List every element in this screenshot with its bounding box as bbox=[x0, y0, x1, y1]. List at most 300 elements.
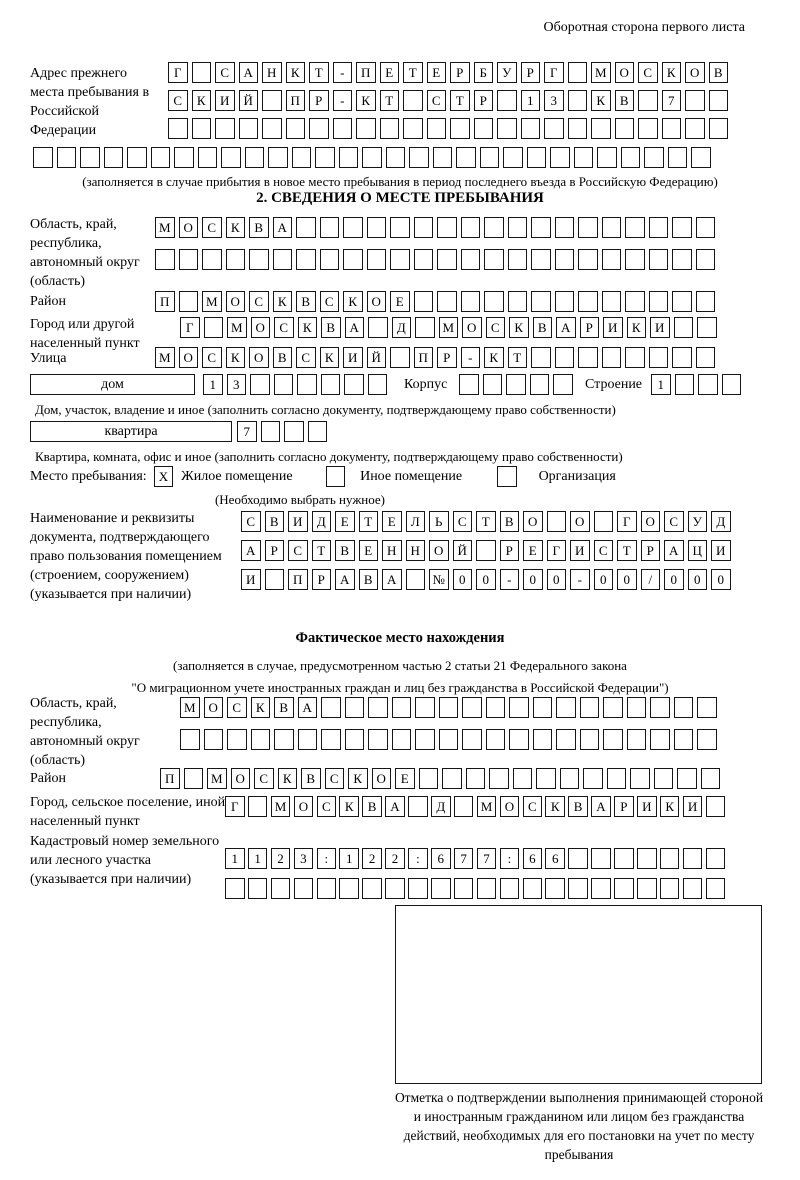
char-box[interactable] bbox=[385, 878, 405, 899]
char-box[interactable]: Р bbox=[437, 347, 457, 368]
char-box[interactable] bbox=[696, 347, 716, 368]
char-box[interactable]: 6 bbox=[523, 848, 543, 869]
char-box[interactable] bbox=[513, 768, 533, 789]
char-box[interactable] bbox=[580, 729, 600, 750]
char-box[interactable]: Й bbox=[239, 90, 259, 111]
char-box[interactable]: О bbox=[641, 511, 661, 532]
char-box[interactable] bbox=[345, 697, 365, 718]
char-box[interactable] bbox=[578, 249, 598, 270]
char-box[interactable] bbox=[408, 796, 428, 817]
char-box[interactable] bbox=[251, 729, 271, 750]
char-box[interactable]: К bbox=[286, 62, 306, 83]
char-box[interactable] bbox=[550, 147, 570, 168]
char-box[interactable]: - bbox=[461, 347, 481, 368]
char-box[interactable]: К bbox=[591, 90, 611, 111]
char-box[interactable]: / bbox=[641, 569, 661, 590]
char-box[interactable] bbox=[261, 421, 281, 442]
char-box[interactable]: 7 bbox=[454, 848, 474, 869]
char-box[interactable]: Т bbox=[309, 62, 329, 83]
char-box[interactable] bbox=[180, 729, 200, 750]
char-box[interactable] bbox=[685, 118, 705, 139]
char-box[interactable]: С bbox=[664, 511, 684, 532]
char-box[interactable]: В bbox=[533, 317, 553, 338]
char-box[interactable]: К bbox=[226, 217, 246, 238]
char-box[interactable]: Л bbox=[406, 511, 426, 532]
char-box[interactable]: 0 bbox=[617, 569, 637, 590]
char-box[interactable] bbox=[591, 848, 611, 869]
char-box[interactable] bbox=[625, 217, 645, 238]
char-box[interactable] bbox=[555, 291, 575, 312]
char-box[interactable] bbox=[625, 249, 645, 270]
char-box[interactable] bbox=[697, 317, 717, 338]
char-box[interactable]: 1 bbox=[248, 848, 268, 869]
char-box[interactable]: И bbox=[215, 90, 235, 111]
char-box[interactable]: 1 bbox=[203, 374, 223, 395]
char-box[interactable] bbox=[367, 217, 387, 238]
char-box[interactable] bbox=[483, 374, 503, 395]
char-box[interactable] bbox=[33, 147, 53, 168]
char-box[interactable] bbox=[508, 291, 528, 312]
char-box[interactable]: В bbox=[296, 291, 316, 312]
char-box[interactable] bbox=[367, 249, 387, 270]
char-box[interactable] bbox=[603, 729, 623, 750]
char-box[interactable]: 0 bbox=[547, 569, 567, 590]
char-box[interactable]: М bbox=[227, 317, 247, 338]
char-box[interactable]: Р bbox=[641, 540, 661, 561]
char-box[interactable] bbox=[533, 729, 553, 750]
char-box[interactable]: Г bbox=[547, 540, 567, 561]
char-box[interactable] bbox=[442, 768, 462, 789]
char-box[interactable] bbox=[591, 878, 611, 899]
char-box[interactable] bbox=[674, 697, 694, 718]
char-box[interactable] bbox=[706, 848, 726, 869]
char-box[interactable]: И bbox=[637, 796, 657, 817]
char-box[interactable]: Д bbox=[431, 796, 451, 817]
char-box[interactable] bbox=[339, 147, 359, 168]
char-box[interactable] bbox=[248, 878, 268, 899]
char-box[interactable]: С bbox=[325, 768, 345, 789]
char-box[interactable] bbox=[414, 217, 434, 238]
char-box[interactable]: И bbox=[343, 347, 363, 368]
char-box[interactable] bbox=[174, 147, 194, 168]
stay-type-checkbox-other-premises[interactable] bbox=[326, 466, 346, 487]
char-box[interactable]: Р bbox=[580, 317, 600, 338]
char-box[interactable]: М bbox=[207, 768, 227, 789]
char-box[interactable]: А bbox=[385, 796, 405, 817]
char-box[interactable]: К bbox=[484, 347, 504, 368]
char-box[interactable]: О bbox=[570, 511, 590, 532]
char-box[interactable]: О bbox=[615, 62, 635, 83]
char-box[interactable]: А bbox=[239, 62, 259, 83]
char-box[interactable]: В bbox=[335, 540, 355, 561]
char-box[interactable] bbox=[225, 878, 245, 899]
char-box[interactable]: А bbox=[241, 540, 261, 561]
char-box[interactable] bbox=[368, 317, 388, 338]
char-box[interactable]: В bbox=[265, 511, 285, 532]
char-box[interactable] bbox=[286, 118, 306, 139]
char-box[interactable] bbox=[602, 291, 622, 312]
char-box[interactable]: 3 bbox=[227, 374, 247, 395]
char-box[interactable]: С bbox=[202, 217, 222, 238]
char-box[interactable] bbox=[706, 796, 726, 817]
char-box[interactable] bbox=[296, 249, 316, 270]
char-box[interactable] bbox=[547, 511, 567, 532]
char-box[interactable] bbox=[454, 878, 474, 899]
char-box[interactable] bbox=[649, 347, 669, 368]
char-box[interactable]: С bbox=[202, 347, 222, 368]
char-box[interactable]: 2 bbox=[271, 848, 291, 869]
char-box[interactable] bbox=[697, 697, 717, 718]
char-box[interactable] bbox=[227, 729, 247, 750]
char-box[interactable] bbox=[683, 848, 703, 869]
char-box[interactable] bbox=[320, 249, 340, 270]
char-box[interactable] bbox=[555, 249, 575, 270]
char-box[interactable] bbox=[521, 118, 541, 139]
char-box[interactable] bbox=[523, 878, 543, 899]
char-box[interactable] bbox=[672, 217, 692, 238]
char-box[interactable] bbox=[701, 768, 721, 789]
char-box[interactable] bbox=[677, 768, 697, 789]
char-box[interactable] bbox=[215, 118, 235, 139]
char-box[interactable] bbox=[672, 249, 692, 270]
char-box[interactable]: А bbox=[298, 697, 318, 718]
char-box[interactable]: 0 bbox=[594, 569, 614, 590]
char-box[interactable] bbox=[250, 374, 270, 395]
char-box[interactable] bbox=[696, 217, 716, 238]
char-box[interactable]: С bbox=[227, 697, 247, 718]
char-box[interactable] bbox=[184, 768, 204, 789]
char-box[interactable] bbox=[408, 878, 428, 899]
char-box[interactable] bbox=[437, 217, 457, 238]
char-box[interactable] bbox=[168, 118, 188, 139]
char-box[interactable] bbox=[489, 768, 509, 789]
char-box[interactable]: Й bbox=[367, 347, 387, 368]
char-box[interactable] bbox=[527, 147, 547, 168]
char-box[interactable] bbox=[427, 118, 447, 139]
char-box[interactable]: Р bbox=[500, 540, 520, 561]
char-box[interactable] bbox=[419, 768, 439, 789]
char-box[interactable] bbox=[497, 118, 517, 139]
char-box[interactable]: 0 bbox=[688, 569, 708, 590]
char-box[interactable]: К bbox=[273, 291, 293, 312]
char-box[interactable]: 2 bbox=[362, 848, 382, 869]
char-box[interactable]: Е bbox=[335, 511, 355, 532]
char-box[interactable] bbox=[284, 421, 304, 442]
char-box[interactable] bbox=[437, 291, 457, 312]
char-box[interactable] bbox=[104, 147, 124, 168]
char-box[interactable]: 1 bbox=[521, 90, 541, 111]
char-box[interactable]: - bbox=[333, 90, 353, 111]
char-box[interactable]: А bbox=[664, 540, 684, 561]
stay-type-checkbox-organization[interactable] bbox=[497, 466, 517, 487]
char-box[interactable]: С bbox=[427, 90, 447, 111]
char-box[interactable] bbox=[660, 878, 680, 899]
char-box[interactable]: Н bbox=[262, 62, 282, 83]
char-box[interactable] bbox=[321, 697, 341, 718]
char-box[interactable] bbox=[500, 878, 520, 899]
char-box[interactable] bbox=[204, 317, 224, 338]
char-box[interactable]: С bbox=[168, 90, 188, 111]
char-box[interactable] bbox=[392, 729, 412, 750]
char-box[interactable] bbox=[477, 878, 497, 899]
char-box[interactable]: Е bbox=[427, 62, 447, 83]
char-box[interactable]: Б bbox=[474, 62, 494, 83]
char-box[interactable] bbox=[674, 317, 694, 338]
char-box[interactable]: О bbox=[226, 291, 246, 312]
char-box[interactable]: Т bbox=[380, 90, 400, 111]
char-box[interactable]: 1 bbox=[225, 848, 245, 869]
char-box[interactable] bbox=[151, 147, 171, 168]
char-box[interactable]: - bbox=[333, 62, 353, 83]
char-box[interactable] bbox=[226, 249, 246, 270]
char-box[interactable] bbox=[683, 878, 703, 899]
char-box[interactable]: К bbox=[320, 347, 340, 368]
char-box[interactable] bbox=[698, 374, 718, 395]
char-box[interactable] bbox=[484, 291, 504, 312]
char-box[interactable] bbox=[553, 374, 573, 395]
char-box[interactable]: М bbox=[477, 796, 497, 817]
char-box[interactable]: О bbox=[231, 768, 251, 789]
char-box[interactable] bbox=[696, 291, 716, 312]
char-box[interactable]: Т bbox=[476, 511, 496, 532]
char-box[interactable]: О bbox=[462, 317, 482, 338]
char-box[interactable] bbox=[486, 697, 506, 718]
char-box[interactable] bbox=[709, 118, 729, 139]
char-box[interactable] bbox=[627, 729, 647, 750]
char-box[interactable]: С bbox=[523, 796, 543, 817]
char-box[interactable]: М bbox=[439, 317, 459, 338]
char-box[interactable] bbox=[294, 878, 314, 899]
char-box[interactable] bbox=[602, 249, 622, 270]
char-box[interactable] bbox=[484, 217, 504, 238]
char-box[interactable] bbox=[462, 697, 482, 718]
char-box[interactable]: 1 bbox=[651, 374, 671, 395]
char-box[interactable] bbox=[568, 118, 588, 139]
char-box[interactable] bbox=[362, 147, 382, 168]
char-box[interactable] bbox=[368, 729, 388, 750]
char-box[interactable]: Е bbox=[523, 540, 543, 561]
char-box[interactable]: Ь bbox=[429, 511, 449, 532]
char-box[interactable]: Т bbox=[508, 347, 528, 368]
char-box[interactable] bbox=[660, 848, 680, 869]
char-box[interactable]: А bbox=[556, 317, 576, 338]
char-box[interactable]: И bbox=[603, 317, 623, 338]
char-box[interactable] bbox=[308, 421, 328, 442]
char-box[interactable] bbox=[343, 249, 363, 270]
char-box[interactable] bbox=[486, 729, 506, 750]
char-box[interactable]: 7 bbox=[477, 848, 497, 869]
char-box[interactable] bbox=[508, 249, 528, 270]
char-box[interactable] bbox=[706, 878, 726, 899]
char-box[interactable]: П bbox=[414, 347, 434, 368]
char-box[interactable]: Р bbox=[450, 62, 470, 83]
char-box[interactable] bbox=[531, 217, 551, 238]
char-box[interactable] bbox=[406, 569, 426, 590]
char-box[interactable]: А bbox=[335, 569, 355, 590]
char-box[interactable] bbox=[625, 291, 645, 312]
char-box[interactable]: К bbox=[545, 796, 565, 817]
char-box[interactable] bbox=[368, 697, 388, 718]
char-box[interactable]: П bbox=[286, 90, 306, 111]
char-box[interactable] bbox=[249, 249, 269, 270]
char-box[interactable] bbox=[531, 291, 551, 312]
char-box[interactable]: П bbox=[288, 569, 308, 590]
char-box[interactable] bbox=[462, 729, 482, 750]
char-box[interactable] bbox=[591, 118, 611, 139]
char-box[interactable] bbox=[696, 249, 716, 270]
char-box[interactable] bbox=[320, 217, 340, 238]
char-box[interactable] bbox=[248, 796, 268, 817]
char-box[interactable] bbox=[638, 118, 658, 139]
char-box[interactable]: Р bbox=[521, 62, 541, 83]
char-box[interactable] bbox=[650, 729, 670, 750]
char-box[interactable]: О bbox=[367, 291, 387, 312]
char-box[interactable] bbox=[239, 118, 259, 139]
char-box[interactable] bbox=[271, 878, 291, 899]
char-box[interactable] bbox=[414, 291, 434, 312]
char-box[interactable] bbox=[179, 291, 199, 312]
char-box[interactable] bbox=[544, 118, 564, 139]
char-box[interactable] bbox=[414, 249, 434, 270]
char-box[interactable] bbox=[57, 147, 77, 168]
char-box[interactable] bbox=[415, 729, 435, 750]
char-box[interactable]: О bbox=[429, 540, 449, 561]
char-box[interactable]: - bbox=[500, 569, 520, 590]
char-box[interactable] bbox=[204, 729, 224, 750]
char-box[interactable] bbox=[356, 118, 376, 139]
char-box[interactable] bbox=[536, 768, 556, 789]
char-box[interactable] bbox=[602, 347, 622, 368]
char-box[interactable] bbox=[508, 217, 528, 238]
char-box[interactable]: И bbox=[570, 540, 590, 561]
char-box[interactable]: К bbox=[660, 796, 680, 817]
char-box[interactable] bbox=[650, 697, 670, 718]
char-box[interactable] bbox=[415, 317, 435, 338]
char-box[interactable]: К bbox=[339, 796, 359, 817]
char-box[interactable] bbox=[509, 697, 529, 718]
char-box[interactable] bbox=[580, 697, 600, 718]
char-box[interactable]: С bbox=[594, 540, 614, 561]
char-box[interactable]: М bbox=[271, 796, 291, 817]
char-box[interactable]: А bbox=[345, 317, 365, 338]
char-box[interactable]: 0 bbox=[664, 569, 684, 590]
char-box[interactable]: Р bbox=[614, 796, 634, 817]
char-box[interactable]: Г bbox=[617, 511, 637, 532]
char-box[interactable] bbox=[403, 90, 423, 111]
char-box[interactable] bbox=[691, 147, 711, 168]
char-box[interactable]: 1 bbox=[339, 848, 359, 869]
char-box[interactable] bbox=[644, 147, 664, 168]
char-box[interactable] bbox=[466, 768, 486, 789]
char-box[interactable]: И bbox=[650, 317, 670, 338]
char-box[interactable]: Й bbox=[453, 540, 473, 561]
char-box[interactable]: С bbox=[288, 540, 308, 561]
char-box[interactable] bbox=[437, 249, 457, 270]
char-box[interactable] bbox=[344, 374, 364, 395]
char-box[interactable]: Д bbox=[392, 317, 412, 338]
char-box[interactable]: С bbox=[638, 62, 658, 83]
char-box[interactable] bbox=[583, 768, 603, 789]
char-box[interactable]: 7 bbox=[662, 90, 682, 111]
char-box[interactable]: 2 bbox=[385, 848, 405, 869]
char-box[interactable] bbox=[450, 118, 470, 139]
char-box[interactable]: 6 bbox=[431, 848, 451, 869]
char-box[interactable] bbox=[202, 249, 222, 270]
char-box[interactable] bbox=[556, 697, 576, 718]
char-box[interactable] bbox=[654, 768, 674, 789]
char-box[interactable]: У bbox=[688, 511, 708, 532]
char-box[interactable]: В bbox=[362, 796, 382, 817]
char-box[interactable]: С bbox=[254, 768, 274, 789]
char-box[interactable]: М bbox=[202, 291, 222, 312]
char-box[interactable]: : bbox=[500, 848, 520, 869]
char-box[interactable] bbox=[672, 291, 692, 312]
char-box[interactable] bbox=[484, 249, 504, 270]
char-box[interactable]: С bbox=[320, 291, 340, 312]
char-box[interactable]: В bbox=[301, 768, 321, 789]
char-box[interactable]: И bbox=[241, 569, 261, 590]
char-box[interactable] bbox=[649, 249, 669, 270]
char-box[interactable]: И bbox=[711, 540, 731, 561]
char-box[interactable] bbox=[386, 147, 406, 168]
char-box[interactable] bbox=[697, 729, 717, 750]
char-box[interactable]: К bbox=[278, 768, 298, 789]
char-box[interactable] bbox=[637, 848, 657, 869]
char-box[interactable] bbox=[273, 249, 293, 270]
char-box[interactable] bbox=[668, 147, 688, 168]
char-box[interactable]: Р bbox=[474, 90, 494, 111]
char-box[interactable] bbox=[333, 118, 353, 139]
char-box[interactable]: К bbox=[356, 90, 376, 111]
char-box[interactable] bbox=[531, 347, 551, 368]
char-box[interactable]: № bbox=[429, 569, 449, 590]
char-box[interactable]: Т bbox=[450, 90, 470, 111]
char-box[interactable]: Р bbox=[309, 90, 329, 111]
char-box[interactable]: Г bbox=[225, 796, 245, 817]
char-box[interactable]: А bbox=[591, 796, 611, 817]
char-box[interactable]: А bbox=[382, 569, 402, 590]
char-box[interactable] bbox=[480, 147, 500, 168]
char-box[interactable] bbox=[192, 118, 212, 139]
char-box[interactable] bbox=[296, 217, 316, 238]
char-box[interactable] bbox=[560, 768, 580, 789]
char-box[interactable] bbox=[390, 249, 410, 270]
char-box[interactable] bbox=[80, 147, 100, 168]
char-box[interactable]: Р bbox=[265, 540, 285, 561]
char-box[interactable] bbox=[454, 796, 474, 817]
char-box[interactable] bbox=[555, 347, 575, 368]
char-box[interactable]: О bbox=[204, 697, 224, 718]
char-box[interactable]: С bbox=[296, 347, 316, 368]
char-box[interactable] bbox=[390, 217, 410, 238]
char-box[interactable] bbox=[461, 249, 481, 270]
char-box[interactable] bbox=[602, 217, 622, 238]
char-box[interactable]: : bbox=[317, 848, 337, 869]
char-box[interactable]: 7 bbox=[237, 421, 257, 442]
char-box[interactable]: Е bbox=[380, 62, 400, 83]
char-box[interactable]: К bbox=[226, 347, 246, 368]
char-box[interactable]: Т bbox=[312, 540, 332, 561]
char-box[interactable] bbox=[578, 291, 598, 312]
char-box[interactable] bbox=[415, 697, 435, 718]
char-box[interactable] bbox=[127, 147, 147, 168]
char-box[interactable]: В bbox=[500, 511, 520, 532]
char-box[interactable] bbox=[568, 878, 588, 899]
char-box[interactable]: У bbox=[497, 62, 517, 83]
char-box[interactable] bbox=[662, 118, 682, 139]
char-box[interactable]: Д bbox=[711, 511, 731, 532]
char-box[interactable]: 3 bbox=[544, 90, 564, 111]
